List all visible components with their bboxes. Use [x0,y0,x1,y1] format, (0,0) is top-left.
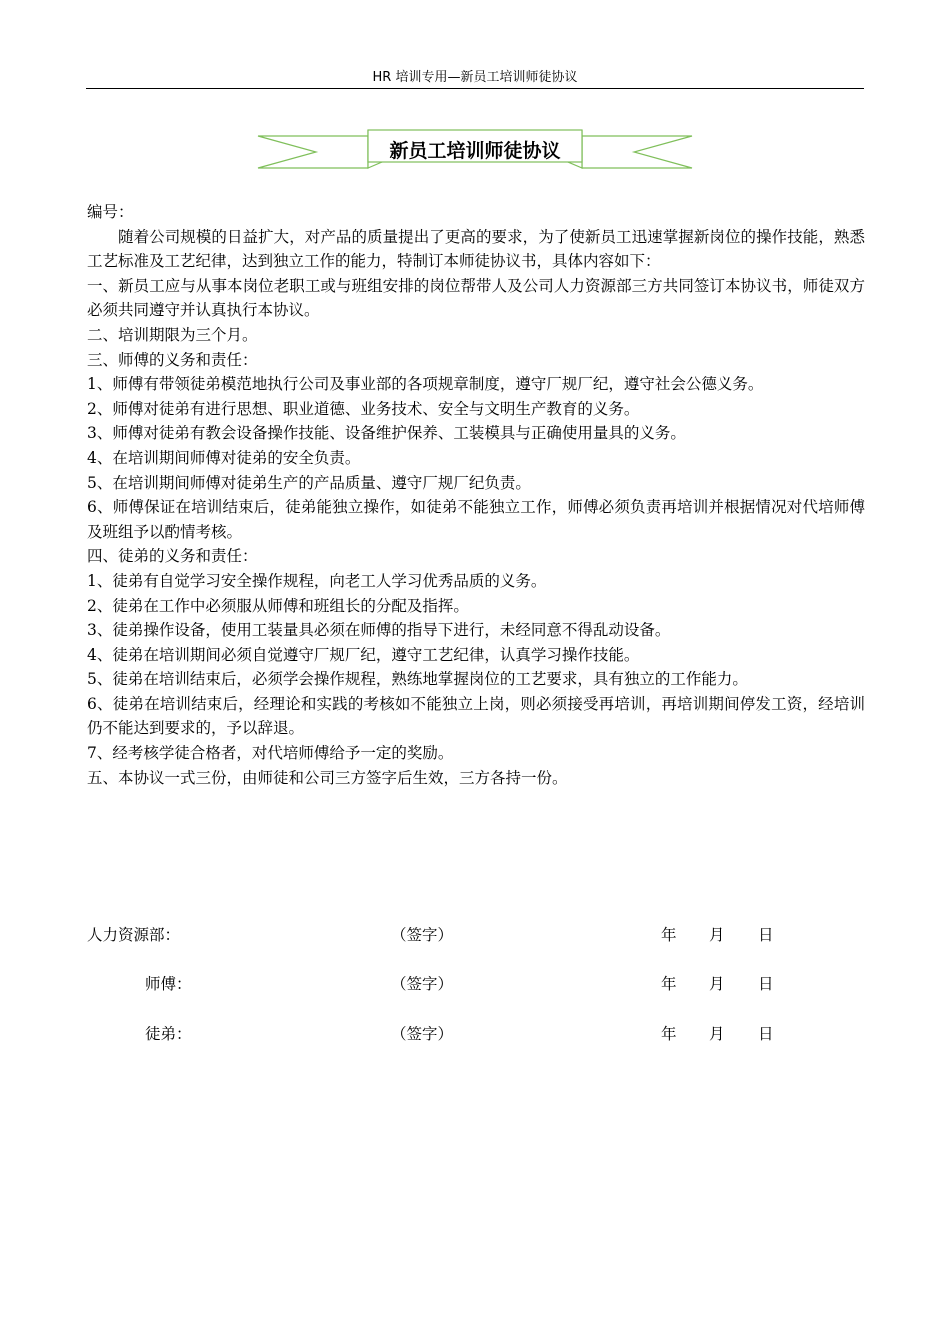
apprentice-item: 3、徒弟操作设备，使用工装量具必须在师傅的指导下进行，未经同意不得乱动设备。 [87,621,671,640]
master-item: 5、在培训期间师傅对徒弟生产的产品质量、遵守厂规厂纪负责。 [87,473,531,492]
apprentice-item: 2、徒弟在工作中必须服从师傅和班组长的分配及指挥。 [87,596,469,615]
header-divider [86,88,864,89]
clause-5: 五、本协议一式三份，由师徒和公司三方签字后生效，三方各持一份。 [87,768,568,787]
apprentice-item: 5、徒弟在培训结束后，必须学会操作规程，熟练地掌握岗位的工艺要求，具有独立的工作能力。 [87,670,748,689]
signature-role: 师傅： [145,975,192,993]
signature-role: 人力资源部： [87,926,181,944]
signature-day: 日 [758,926,774,944]
signature-month: 月 [709,1025,725,1043]
signature-placeholder: （签字） [391,926,454,944]
document-title: 新员工培训师徒协议 [389,140,561,162]
ribbon-right-tail [582,136,692,168]
clause-4-title: 四、徒弟的义务和责任： [87,547,258,566]
clause-1: 一、新员工应与从事本岗位老职工或与班组安排的岗位帮带人及公司人力资源部三方共同签订本协议书，师徒双方必须共同遵守并认真执行本协议。 [87,276,865,320]
signature-row-apprentice [87,1021,865,1047]
intro-paragraph: 随着公司规模的日益扩大，对产品的质量提出了更高的要求，为了使新员工迅速掌握新岗位的操作技能，熟悉工艺标准及工艺纪律，达到独立工作的能力，特制订本师徒协议书，具体内容如下： [87,227,865,271]
ribbon-left-tail [258,136,368,168]
master-item: 3、师傅对徒弟有教会设备操作技能、设备维护保养、工装模具与正确使用量具的义务。 [87,424,686,443]
signature-placeholder: （签字） [391,975,454,993]
clause-2: 二、培训期限为三个月。 [87,325,258,344]
signature-placeholder: （签字） [391,1025,454,1043]
signature-day: 日 [758,1025,774,1043]
master-item: 2、师傅对徒弟有进行思想、职业道德、业务技术、安全与文明生产教育的义务。 [87,399,640,418]
signature-row-master [87,971,865,997]
signature-year: 年 [661,975,677,993]
signature-year: 年 [661,926,677,944]
serial-number-label: 编号： [87,203,134,221]
signature-row-hr [87,922,865,948]
document-body [87,200,865,790]
master-item: 6、师傅保证在培训结束后，徒弟能独立操作，如徒弟不能独立工作，师傅必须负责再培训并根据情况对代培师傅及班组予以酌情考核。 [87,498,865,541]
signature-role: 徒弟： [145,1025,192,1043]
master-item: 4、在培训期间师傅对徒弟的安全负责。 [87,448,361,467]
signature-month: 月 [709,926,725,944]
apprentice-item: 1、徒弟有自觉学习安全操作规程，向老工人学习优秀品质的义务。 [87,571,547,590]
signature-month: 月 [709,975,725,993]
signature-day: 日 [758,975,774,993]
clause-3-title: 三、师傅的义务和责任： [87,350,258,369]
signature-year: 年 [661,1025,677,1043]
master-item: 1、师傅有带领徒弟模范地执行公司及事业部的各项规章制度，遵守厂规厂纪，遵守社会公德义务。 [87,375,764,394]
page-header: HR 培训专用—新员工培训师徒协议 [372,70,578,85]
apprentice-item: 4、徒弟在培训期间必须自觉遵守厂规厂纪，遵守工艺纪律，认真学习操作技能。 [87,645,640,664]
apprentice-item: 6、徒弟在培训结束后，经理论和实践的考核如不能独立上岗，则必须接受再培训，再培训期间停发工资，经培训仍不能达到要求的，予以辞退。 [87,694,865,738]
apprentice-item: 7、经考核学徒合格者，对代培师傅给予一定的奖励。 [87,744,454,763]
